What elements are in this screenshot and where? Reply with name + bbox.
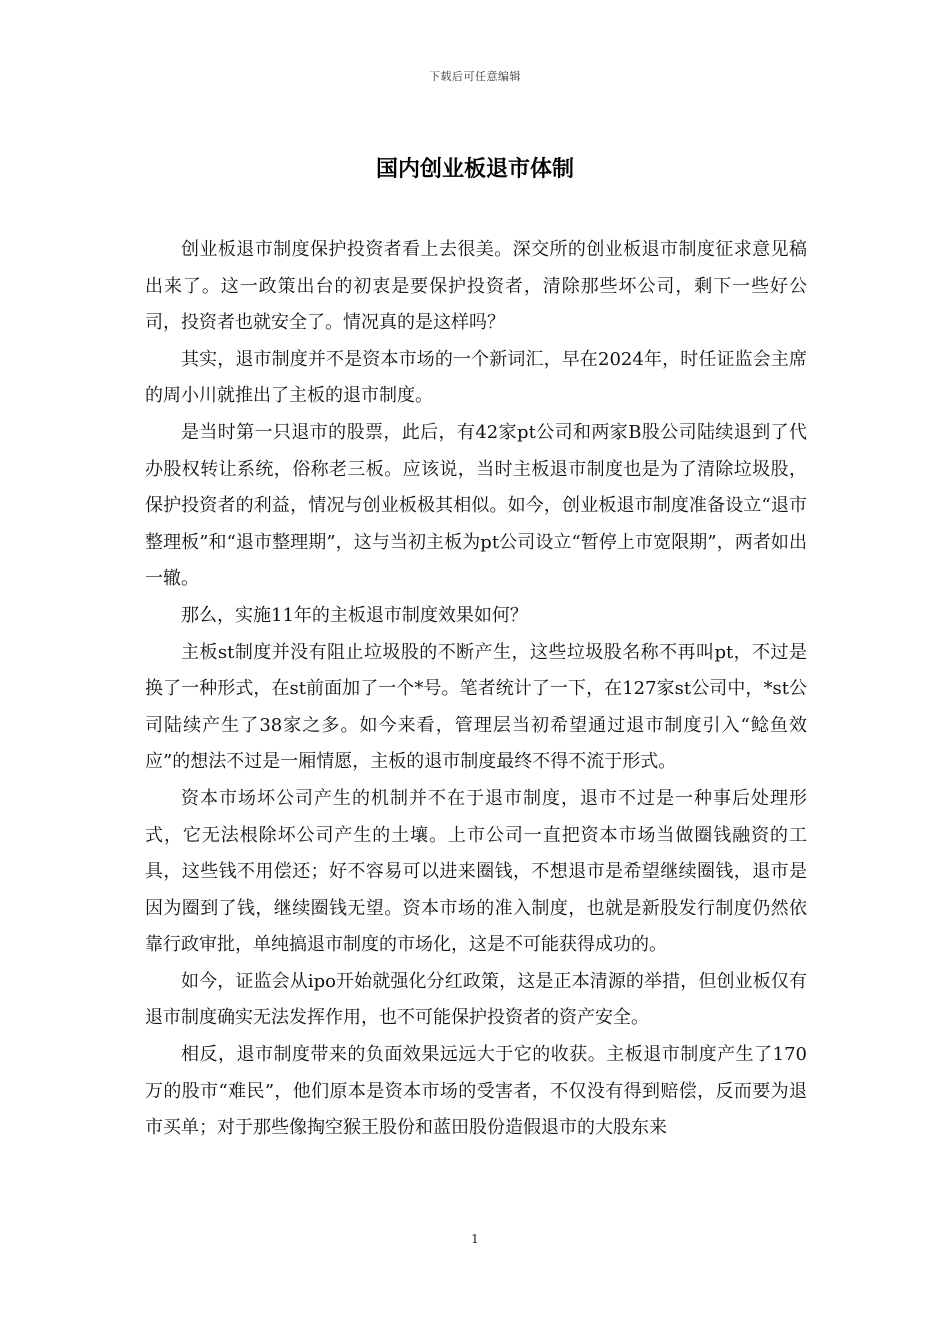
paragraph: 如今，证监会从ipo开始就强化分红政策，这是正本清源的举措，但创业板仅有退市制度确实无法发挥作用，也不可能保护投资者的资产安全。 [145, 970, 807, 1029]
page-number: 1 [471, 1232, 479, 1246]
paragraph: 是当时第一只退市的股票，此后，有42家pt公司和两家B股公司陆续退到了代办股权转让系统，俗称老三板。应该说，当时主板退市制度也是为了清除垃圾股，保护投资者的利益，情况与创业板极其相似。如今，创业板退市制度准备设立“退市整理板”和“退市整理期”，这与当初主板为pt公司设立“暂停上市宽限期”，两者如出一辙。 [145, 421, 807, 590]
paragraph: 资本市场坏公司产生的机制并不在于退市制度，退市不过是一种事后处理形式，它无法根除坏公司产生的土壤。上市公司一直把资本市场当做圈钱融资的工具，这些钱不用偿还；好不容易可以进来圈钱，不想退市是希望继续圈钱，退市是因为圈到了钱，继续圈钱无望。资本市场的准入制度，也就是新股发行制度仍然依靠行政审批，单纯搞退市制度的市场化，这是不可能获得成功的。 [145, 787, 807, 956]
paragraph: 那么，实施11年的主板退市制度效果如何？ [181, 604, 528, 626]
paragraph: 其实，退市制度并不是资本市场的一个新词汇，早在2024年，时任证监会主席的周小川就推出了主板的退市制度。 [145, 348, 807, 407]
paragraph: 创业板退市制度保护投资者看上去很美。深交所的创业板退市制度征求意见稿出来了。这一政策出台的初衷是要保护投资者，清除那些坏公司，剩下一些好公司，投资者也就安全了。情况真的是这样吗？ [145, 239, 807, 334]
paragraph: 相反，退市制度带来的负面效果远远大于它的收获。主板退市制度产生了170万的股市“难民”，他们原本是资本市场的受害者，不仅没有得到赔偿，反而要为退市买单；对于那些像掏空猴王股份和蓝田股份造假退市的大股东来 [145, 1044, 807, 1139]
paragraph: 主板st制度并没有阻止垃圾股的不断产生，这些垃圾股名称不再叫pt，不过是换了一种形式，在st前面加了一个*号。笔者统计了一下，在127家st公司中，*st公司陆续产生了38家之多。如今来看，管理层当初希望通过退市制度引入“鲶鱼效应”的想法不过是一厢情愿，主板的退市制度最终不得不流于形式。 [145, 641, 807, 773]
document-title: 国内创业板退市体制 [375, 157, 574, 182]
header-note: 下载后可任意编辑 [429, 70, 521, 83]
document-body [145, 232, 807, 1147]
